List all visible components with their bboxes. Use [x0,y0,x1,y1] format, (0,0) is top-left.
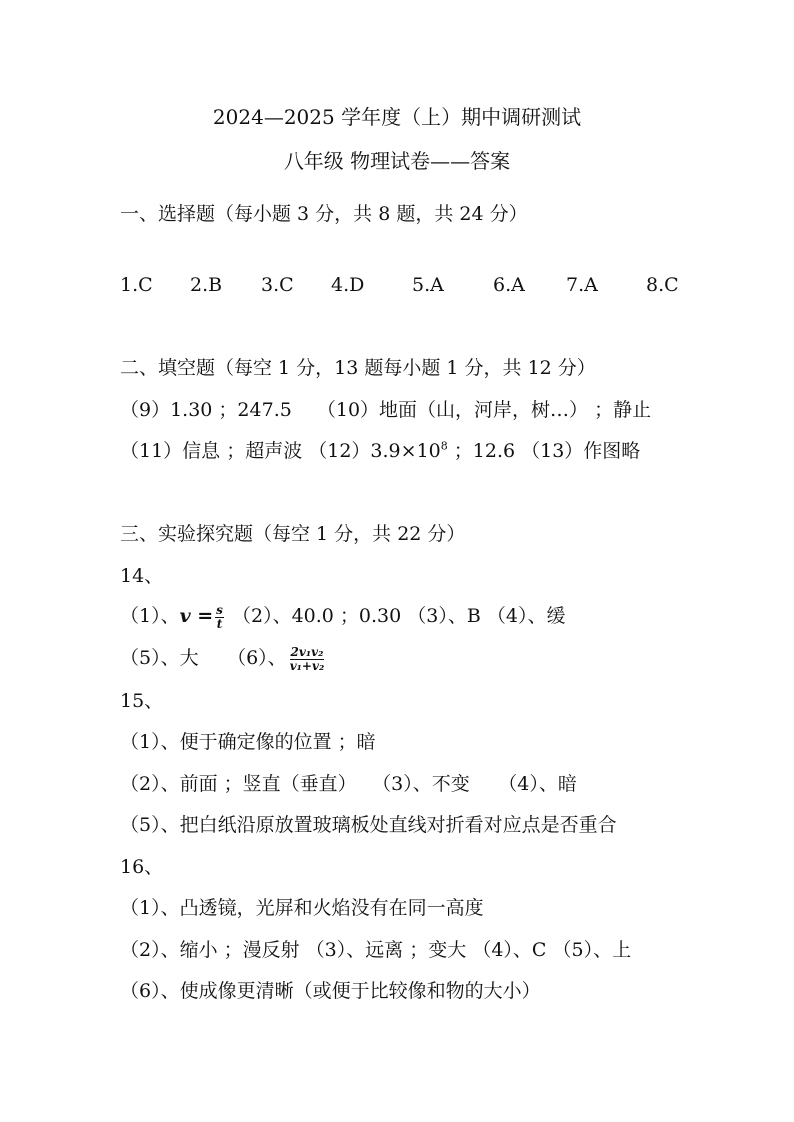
q15-line: （1）、便于确定像的位置 ；暗 [120,731,376,753]
mc-answer: 6.A [493,274,525,296]
mc-answer: 2.B [190,274,223,296]
q14-text: （5）、大 （6）、 [120,647,287,669]
exponent: 8 [440,439,448,453]
q16-line: （1）、凸透镜，光屏和火焰没有在同一高度 [120,897,484,919]
exam-title: 2024—2025 学年度（上）期中调研测试 [212,105,582,129]
q16-line: （6）、使成像更清晰（或便于比较像和物的大小） [120,980,541,1002]
fraction-numerator: s [216,602,223,617]
q14-line [120,603,565,631]
q16-line: （2）、缩小 ；漫反射 （3）、远离 ；变大 （4）、C （5）、上 [120,939,632,961]
fill-text: ；12.6 （13）作图略 [447,440,641,462]
section1-heading: 一、选择题（每小题 3 分，共 8 题，共 24 分） [120,203,528,225]
mc-answer: 7.A [566,274,598,296]
fraction-denominator: t [216,616,223,631]
fraction-numerator: 2v₁v₂ [290,644,324,659]
q14-text: （1）、 [120,605,180,627]
mc-answer: 4.D [331,274,365,296]
exam-subtitle: 八年级 物理试卷——答案 [283,149,511,173]
formula-lhs: v = [179,605,214,627]
fraction [289,646,326,673]
question-label: 15、 [120,690,164,712]
mc-answer: 8.C [646,274,679,296]
question-label: 14、 [120,565,164,587]
question-label: 16、 [120,856,164,878]
mc-answer: 1.C [120,274,153,296]
q15-line: （5）、把白纸沿原放置玻璃板处直线对折看对应点是否重合 [120,814,617,836]
mc-answer: 3.C [261,274,294,296]
q15-line: （2）、前面 ；竖直（垂直） （3）、不变 （4）、暗 [120,773,577,795]
fill-answer-line: （9）1.30 ；247.5 （10）地面（山，河岸，树…） ；静止 [120,399,652,421]
section3-heading: 三、实验探究题（每空 1 分，共 22 分） [120,523,466,545]
section2-heading: 二、填空题（每空 1 分，13 题每小题 1 分，共 12 分） [120,357,596,379]
fraction [215,604,224,631]
q14-text: （2）、40.0 ；0.30 （3）、B （4）、缓 [231,605,566,627]
fill-answer-line [120,438,640,464]
mc-answer: 5.A [412,274,444,296]
fraction-denominator: v₁+v₂ [289,658,325,673]
fill-text: （11）信息 ；超声波 （12）3.9×10 [120,440,441,462]
q14-line [120,645,327,673]
